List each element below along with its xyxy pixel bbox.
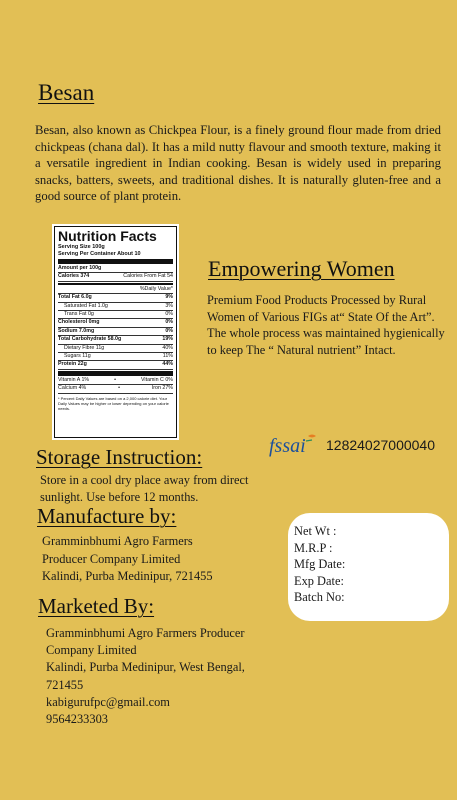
vitamin-right: Vitamin C 0%: [140, 376, 173, 383]
calories-row: [58, 273, 173, 281]
net-weight-label: Net Wt :: [294, 524, 337, 538]
nutrient-label: Sodium 7.0mg: [58, 327, 95, 334]
empowering-women-text: Premium Food Products Processed by Rural Women of Various FIGs at“ State Of the Art”. The whole process was maintained hygienically to keep The “ Natural nutrient” Intact.: [207, 293, 445, 357]
phone-number[interactable]: 9564233303: [46, 712, 108, 727]
serving-size: Serving Size 100g: [58, 244, 105, 250]
fssai-license-number: 12824027000040: [326, 437, 436, 453]
fssai-logo: [268, 432, 318, 458]
nutrient-value: 0%: [165, 319, 173, 326]
manufacturer-line: Producer Company Limited: [42, 551, 181, 566]
marketer-line: Kalindi, Purba Medinipur, West Bengal,: [46, 660, 245, 675]
marketed-by-title: Marketed By:: [38, 594, 155, 618]
manufacture-title: Manufacture by:: [37, 504, 177, 528]
nutrient-label: Total Fat 6.0g: [58, 294, 92, 301]
nutrition-facts-label: [52, 224, 179, 440]
product-info-box: [288, 513, 449, 621]
nutrient-row: [58, 294, 173, 302]
manufacturer-line: Gramminbhumi Agro Farmers: [42, 534, 193, 548]
nutrient-value: 44%: [162, 361, 173, 368]
nutrient-row: [58, 361, 173, 369]
nutrient-value: 0%: [165, 327, 173, 334]
marketer-address: [46, 625, 306, 728]
amount-label: Amount per 100g: [58, 265, 102, 271]
nutrient-value: 3%: [165, 302, 173, 309]
nutrient-row: [58, 303, 173, 311]
nutrient-value: 11%: [162, 353, 173, 360]
fssai-logo-text: fssai: [269, 435, 306, 457]
email[interactable]: kabigurufpc@gmail.com: [46, 694, 170, 709]
storage-text: Store in a cool dry place away from direct sunlight. Use before 12 months.: [40, 473, 249, 504]
nutrition-footnote: * Percent Daily Values are based on a 2,000 calorie diet. Your Daily Values may be higher or lower depending on your calorie needs.: [58, 395, 169, 411]
vitamin-row: [58, 385, 173, 393]
exp-date-label: Exp Date:: [294, 573, 344, 588]
nutrient-value: 9%: [165, 294, 173, 301]
nutrient-row: [58, 336, 173, 344]
manufacturer-address: [42, 533, 282, 586]
nutrient-row: [58, 311, 173, 319]
product-title: Besan: [38, 80, 95, 105]
manufacturer-line: Kalindi, Purba Medinipur, 721455: [42, 569, 213, 583]
nutrient-value: 19%: [162, 336, 173, 343]
nutrient-row: [58, 319, 173, 327]
calories-from-fat: Calories From Fat 54: [123, 273, 173, 280]
nutrient-row: [58, 328, 173, 336]
mfg-date-label: Mfg Date:: [294, 557, 346, 571]
calories: Calories 374: [58, 273, 90, 280]
daily-value-label: %Daily Value*: [139, 285, 173, 292]
vitamin-left: Calcium 4%: [58, 385, 87, 392]
nutrition-title: Nutrition Facts: [58, 228, 157, 244]
nutrient-label: Protein 22g: [58, 361, 87, 368]
nutrient-rows: [58, 294, 173, 370]
servings-per-container: Serving Per Container About 10: [58, 251, 141, 257]
marketer-line: Company Limited: [46, 643, 137, 658]
storage-title: Storage Instruction:: [36, 445, 203, 469]
vitamin-row: [58, 377, 173, 385]
mrp-label: M.R.P :: [294, 540, 333, 555]
daily-value-header: [58, 286, 173, 294]
product-description: Besan, also known as Chickpea Flour, is a finely ground flour made from dried chickpeas (chana dal). It has a mild nutty flavour and smooth texture, making it a versatile ingredient in Indian cooking. Besan is widely used in preparing snacks, batters, sweets, and traditional dishes. It is naturally gluten-free and a good source of plant protein.: [35, 123, 441, 203]
nutrient-label: Trans Fat 0g: [64, 311, 94, 318]
nutrient-label: Dietary Fibre 11g: [64, 344, 105, 351]
nutrient-label: Sugars 11g: [64, 353, 91, 360]
nutrient-label: Total Carbohydrate 58.0g: [58, 336, 122, 343]
amount-row: [58, 265, 173, 273]
bullet-dot: •: [118, 385, 120, 392]
marketer-line: Gramminbhumi Agro Farmers Producer: [46, 626, 245, 640]
nutrient-label: Cholesterol 0mg: [58, 319, 100, 326]
vitamin-rows: [58, 377, 173, 394]
vitamin-left: Vitamin A 1%: [58, 376, 90, 383]
nutrient-value: 40%: [162, 344, 173, 351]
batch-no-label: Batch No:: [294, 590, 345, 604]
nutrient-label: Saturated Fat 1.0g: [64, 302, 108, 309]
marketer-line: 721455: [46, 677, 84, 692]
nutrient-row: [58, 345, 173, 353]
nutrient-row: [58, 353, 173, 361]
bullet-dot: •: [114, 376, 116, 383]
nutrient-value: 0%: [165, 311, 173, 318]
empowering-women-title: Empowering Women: [208, 256, 395, 281]
vitamin-right: Iron 27%: [151, 385, 173, 392]
